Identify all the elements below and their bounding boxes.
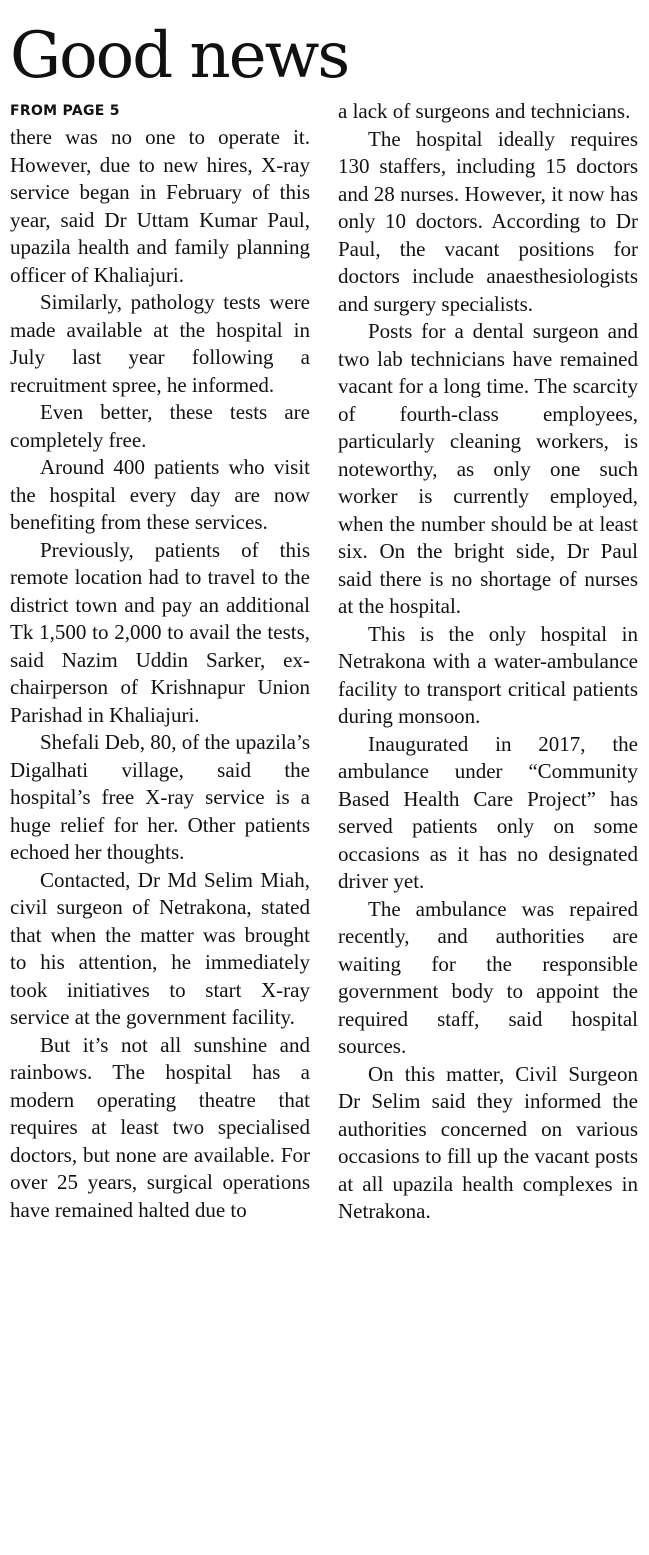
- paragraph: But it’s not all sunshine and rainbows. The hospital has a modern operating theatre that requires at least two specialised doctors, but none are available. For over 25 years, surgical operations have remained halted due to: [10, 1032, 310, 1222]
- column-right: [338, 98, 638, 1226]
- paragraph: there was no one to operate it. However, due to new hires, X-ray service began in February of this year, said Dr Uttam Kumar Paul, upazila health and family planning officer of Khaliajuri.: [10, 125, 310, 287]
- paragraph: Shefali Deb, 80, of the upazila’s Digalhati village, said the hospital’s free X-ray service is a huge relief for her. Other patients echoed her thoughts.: [10, 730, 311, 864]
- column-left: [10, 98, 310, 1226]
- paragraph: The hospital ideally requires 130 staffers, including 15 doctors and 28 nurses. However, it now has only 10 doctors. According to Dr Paul, the vacant positions for doctors include anaesthesiologists and surgery specialists.: [338, 126, 638, 316]
- paragraph: a lack of surgeons and technicians.: [338, 99, 631, 123]
- paragraph: On this matter, Civil Surgeon Dr Selim said they informed the authorities concerned on various occasions to fill up the vacant posts at all upazila health complexes in Netrakona.: [338, 1061, 638, 1223]
- article-body: [10, 98, 638, 1226]
- paragraph: Previously, patients of this remote location had to travel to the district town and pay an additional Tk 1,500 to 2,000 to avail the tests, said Nazim Uddin Sarker, ex-chairperson of Krishnapur Union Parishad in Khaliajuri.: [10, 537, 310, 727]
- paragraph: Inaugurated in 2017, the ambulance under “Community Based Health Care Project” has served patients only on some occasions as it has no designated driver yet.: [338, 731, 638, 893]
- paragraph: This is the only hospital in Netrakona with a water-ambulance facility to transport critical patients during monsoon.: [338, 621, 638, 728]
- paragraph: Similarly, pathology tests were made available at the hospital in July last year following a recruitment spree, he informed.: [10, 290, 310, 397]
- headline: Good news: [10, 19, 349, 93]
- paragraph: Around 400 patients who visit the hospital every day are now benefiting from these services.: [10, 455, 310, 534]
- paragraph: Even better, these tests are completely free.: [10, 400, 310, 452]
- paragraph: Contacted, Dr Md Selim Miah, civil surgeon of Netrakona, stated that when the matter was brought to his attention, he immediately took initiatives to start X-ray service at the government facility.: [10, 867, 310, 1029]
- continued-from-label: FROM PAGE 5: [10, 103, 120, 119]
- paragraph: Posts for a dental surgeon and two lab technicians have remained vacant for a long time. The scarcity of fourth-class employees, particularly cleaning workers, is noteworthy, as only one such worker is currently employed, when the number should be at least six. On the bright side, Dr Paul said there is no shortage of nurses at the hospital.: [338, 319, 638, 618]
- paragraph: The ambulance was repaired recently, and authorities are waiting for the responsible government body to appoint the required staff, said hospital sources.: [338, 896, 638, 1058]
